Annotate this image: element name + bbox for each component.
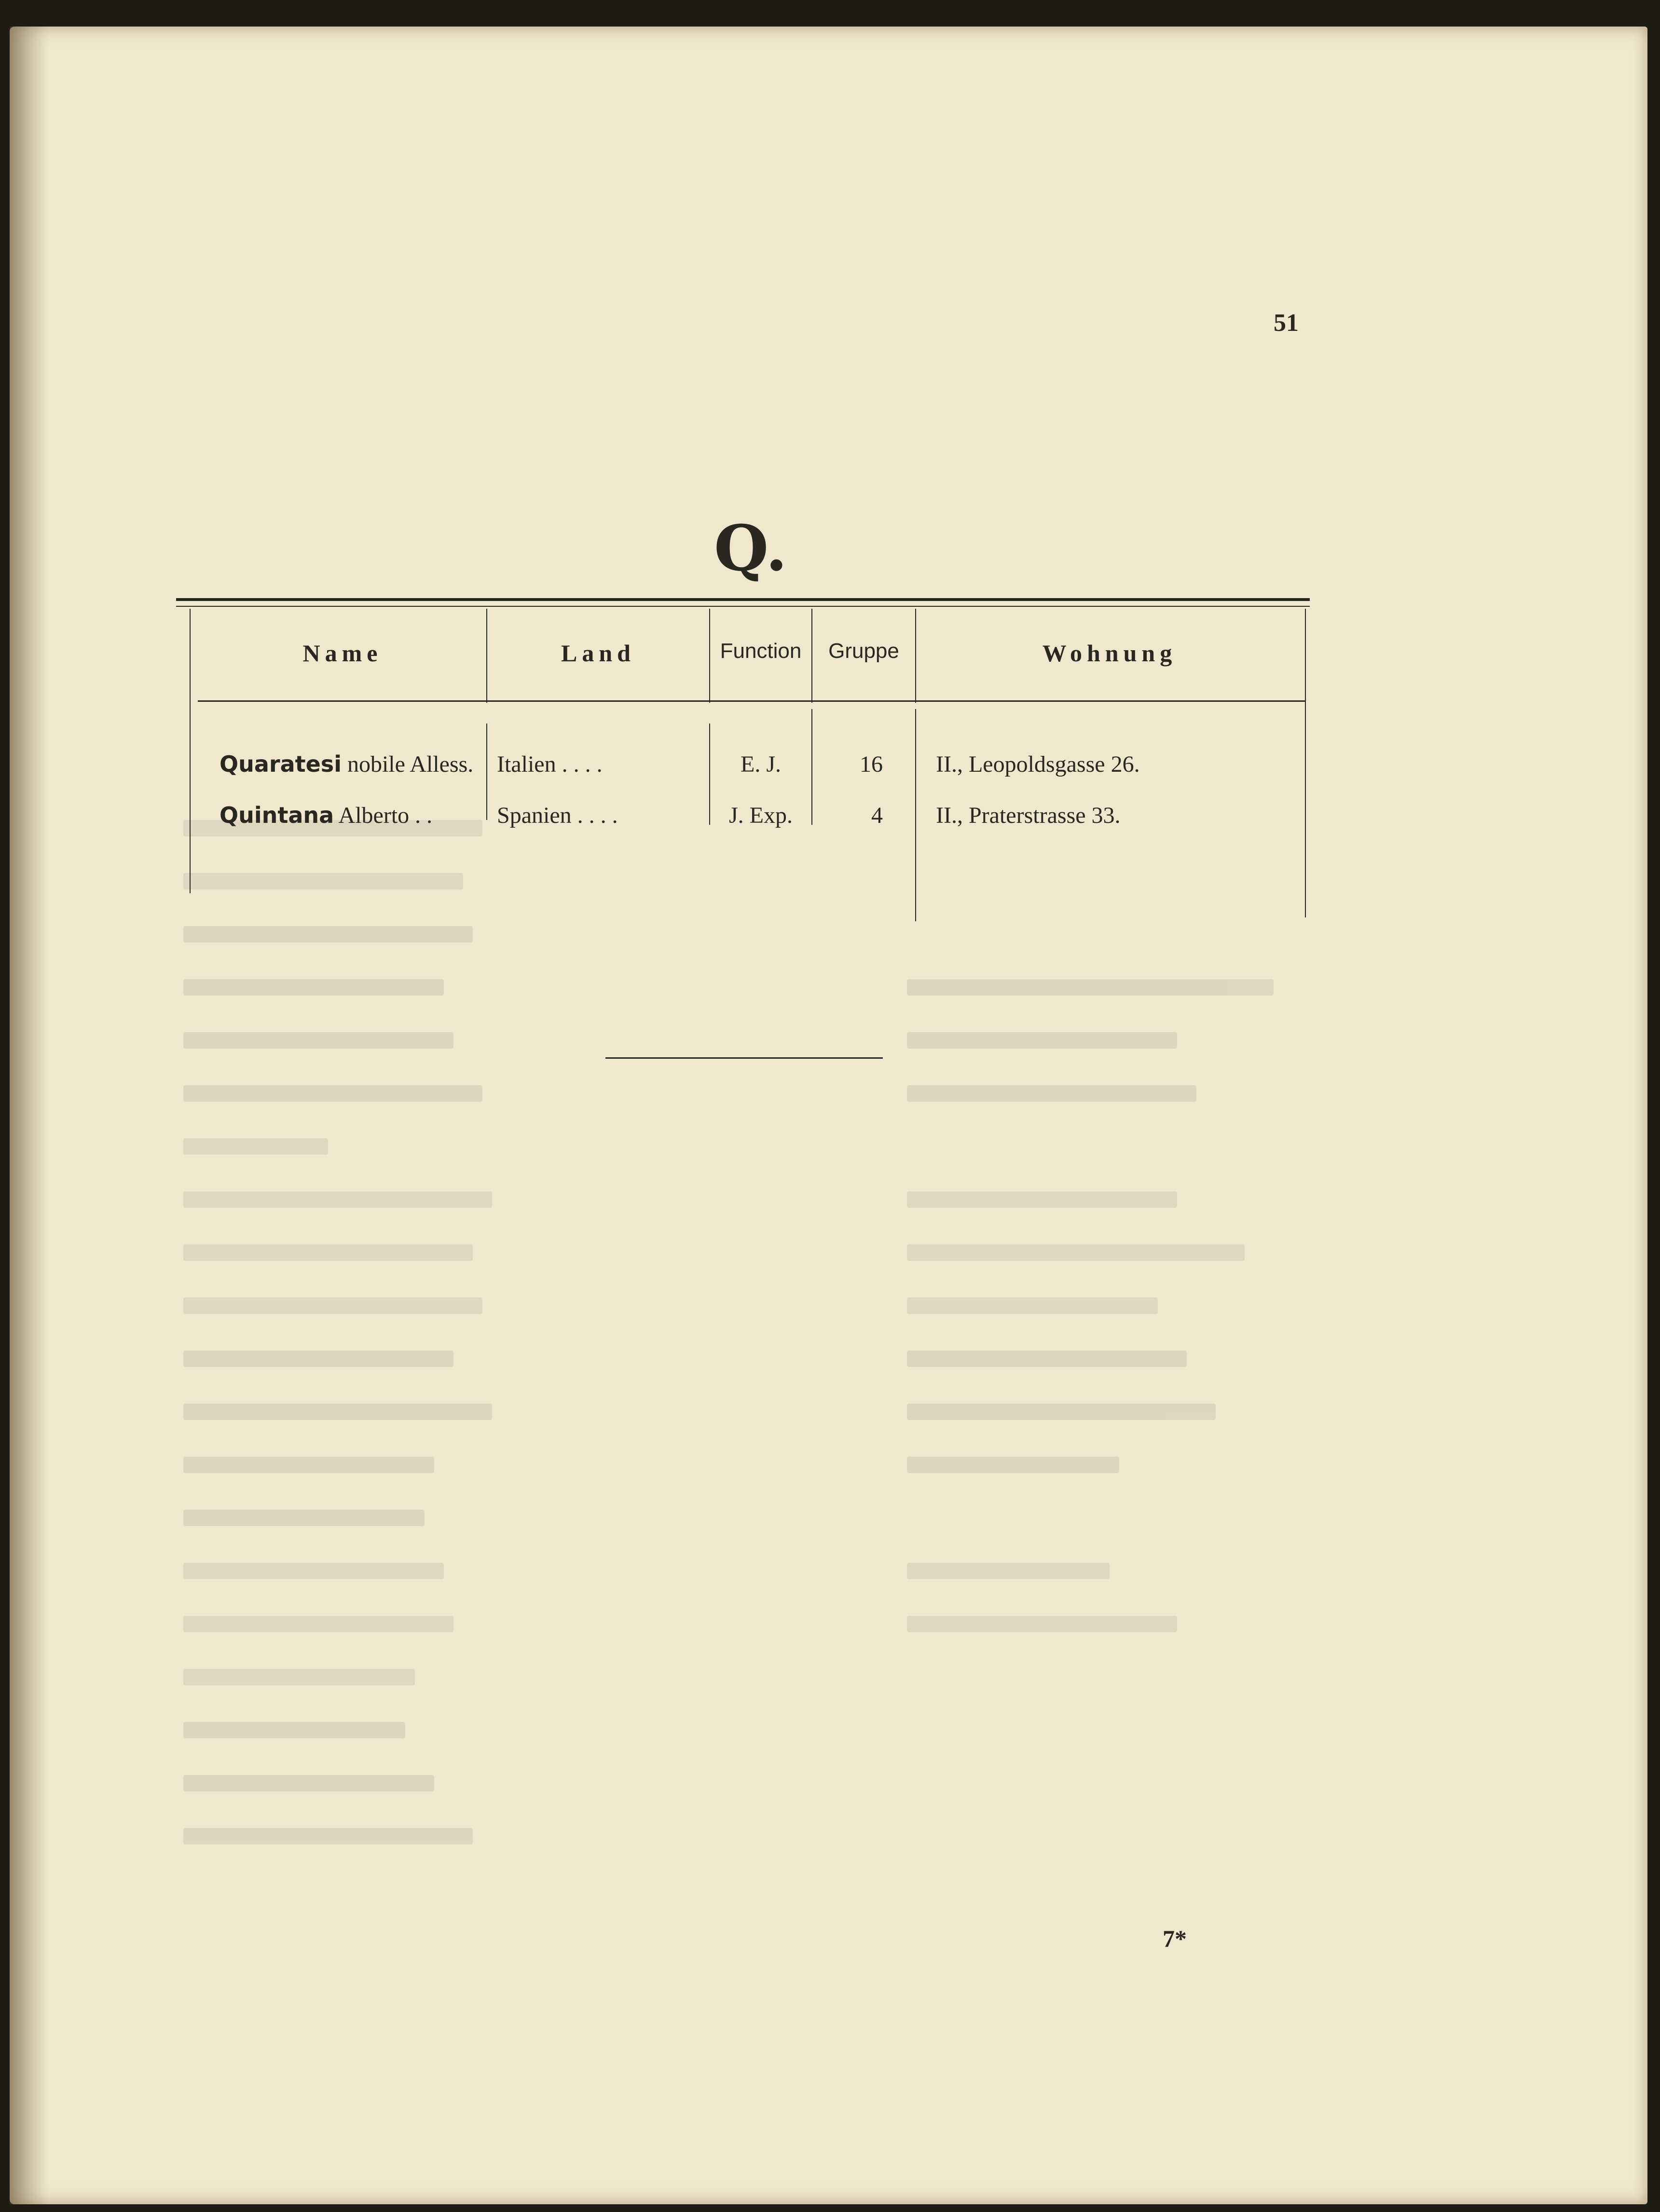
- row-given-name: nobile Alless.: [347, 751, 474, 777]
- table-border-right: [1305, 609, 1306, 917]
- table-border-left: [190, 609, 191, 893]
- row-gruppe: 16: [860, 751, 883, 777]
- row-gruppe: 4: [871, 803, 883, 828]
- section-end-rule: [605, 1057, 883, 1059]
- signature-mark: 7*: [1163, 1925, 1187, 1952]
- row-function: E. J.: [741, 751, 781, 777]
- document-page: [10, 27, 1647, 2204]
- row-land: Italien . . . .: [497, 751, 603, 777]
- row-function: J. Exp.: [729, 803, 793, 828]
- row-wohnung: II., Praterstrasse 33.: [936, 803, 1121, 828]
- table-top-rule: [176, 598, 1310, 601]
- header-wohnung: Wohnung: [1042, 640, 1177, 667]
- column-divider-gruppe-wohnung-body: [915, 709, 916, 921]
- row-wohnung: II., Leopoldsgasse 26.: [936, 751, 1140, 777]
- header-gruppe: Gruppe: [828, 639, 899, 663]
- table-top-rule-thin: [176, 606, 1310, 607]
- table-header-rule: [198, 700, 1305, 702]
- column-divider-name-land: [486, 609, 487, 703]
- column-divider-gruppe-wohnung: [915, 609, 916, 703]
- page-number: 51: [1274, 309, 1299, 337]
- row-surname: Quaratesi: [220, 751, 342, 777]
- row-given-name: Alberto . .: [338, 803, 433, 828]
- row-surname: Quintana: [220, 802, 334, 828]
- section-letter: Q.: [714, 511, 788, 585]
- column-divider-name-land-body: [486, 724, 487, 820]
- header-land: Land: [561, 640, 635, 667]
- header-function: Function: [720, 639, 802, 663]
- row-land: Spanien . . . .: [497, 803, 618, 828]
- header-name: Name: [302, 640, 383, 667]
- column-divider-function-gruppe-body: [811, 709, 812, 825]
